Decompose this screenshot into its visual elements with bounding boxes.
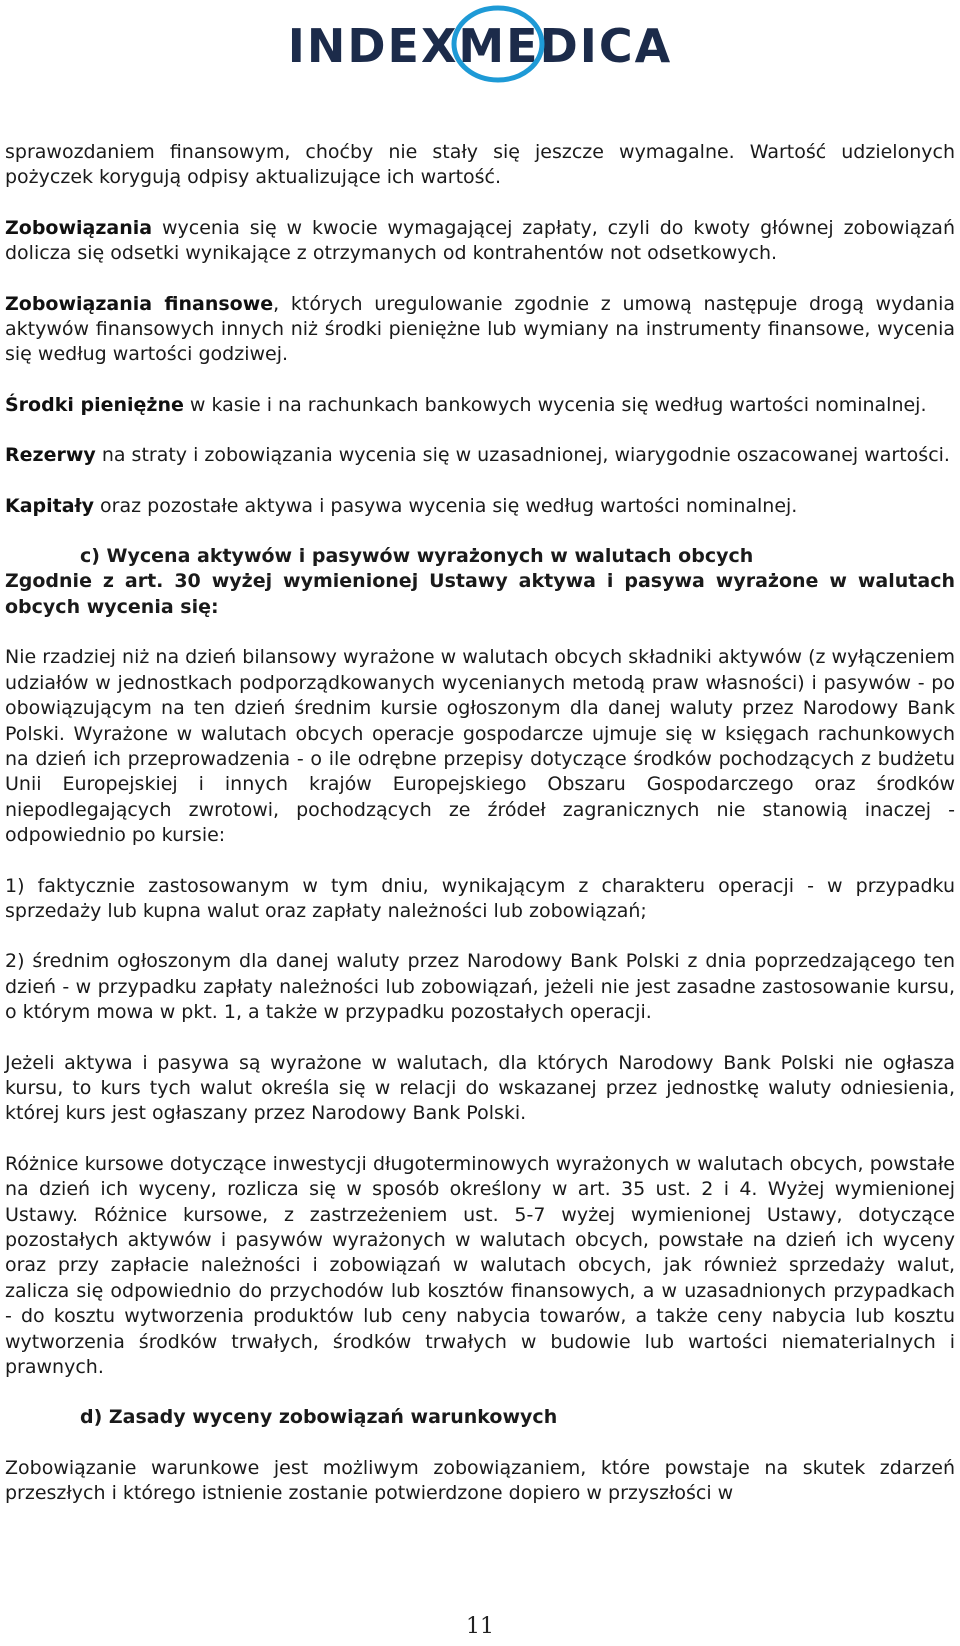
term-capital: Kapitały — [5, 494, 94, 517]
term-financial-liabilities: Zobowiązania finansowe — [5, 292, 274, 315]
section-c-body: Nie rzadziej niż na dzień bilansowy wyrażone w walutach obcych składniki aktywów (z wyłączeniem udziałów w jednostkach podporządkowanych wycenianych metodą praw własności) i pasywów - po obowiązującym na ten dzień średnim kursie ogłoszonym dla danej waluty przez Narodowy Bank Polski. Wyrażone w walutach obcych operacje gospodarcze ujmuje się w księgach rachunkowych na dzień ich przeprowadzenia - o ile odrębne przepisy dotyczące środków pochodzących z budżetu Unii Europejskiej i innych krajów Europejskiego Obszaru Gospodarczego oraz środków niepodlegających zwrotowi, pochodzących ze źródeł zagranicznych nie stanowią inaczej - odpowiednio po kursie: — [5, 646, 955, 847]
paragraph-liabilities: Zobowiązania wycenia się w kwocie wymagającej zapłaty, czyli do kwoty głównej zobowiązań dolicza się odsetki wynikające z otrzymanych od kontrahentów not odsetkowych. — [5, 216, 955, 265]
section-c-intro: Zgodnie z art. 30 wyżej wymienionej Ustawy aktywa i pasywa wyrażone w walutach obcych wycenia się: — [5, 570, 955, 618]
section-c-item-1: 1) faktycznie zastosowanym w tym dniu, wynikającym z charakteru operacji - w przypadku sprzedaży lub kupna walut oraz zapłaty należności lub zobowiązań; — [5, 874, 955, 922]
paragraph-cash: Środki pieniężne w kasie i na rachunkach bankowych wycenia się według wartości nominalnej. — [5, 393, 927, 416]
paragraph-provisions: Rezerwy na straty i zobowiązania wycenia się w uzasadnionej, wiarygodnie oszacowanej wartości. — [5, 444, 950, 467]
section-c-heading: c) Wycena aktywów i pasywów wyrażonych w walutach obcych — [80, 545, 754, 568]
section-d-body: Zobowiązanie warunkowe jest możliwym zobowiązaniem, które powstaje na skutek zdarzeń przeszłych i którego istnienie zostanie potwierdzone dopiero w przyszłości w — [5, 1456, 955, 1505]
term-cash: Środki pieniężne — [5, 393, 184, 416]
section-c-item-2: 2) średnim ogłoszonym dla danej waluty przez Narodowy Bank Polski z dnia poprzedzającego ten dzień - w przypadku zapłaty należności lub zobowiązań, jeżeli nie jest zasadne zastosowanie kursu, o którym mowa w pkt. 1, a także w przypadku pozostałych operacji. — [5, 950, 955, 1024]
indexmedica-logo — [232, 4, 728, 88]
term-provisions: Rezerwy — [5, 444, 96, 467]
term-liabilities: Zobowiązania — [5, 216, 153, 239]
document-body — [5, 140, 955, 1532]
section-c-paragraph-b: Różnice kursowe dotyczące inwestycji długoterminowych wyrażonych w walutach obcych, powstałe na dzień ich wyceny, rozlicza się w sposób określony w art. 35 ust. 2 i 4. Wyżej wymienionej Ustawy. Różnice kursowe, z zastrzeżeniem ust. 5-7 wyżej wymienionej Ustawy, dotyczące pozostałych aktywów i pasywów wyrażonych w walutach obcych, powstałe na dzień ich wyceny oraz przy zapłacie należności i zobowiązań w walutach obcych, jak również sprzedaży walut, zalicza się odpowiednio do przychodów lub kosztów finansowych, a w uzasadnionych przypadkach - do kosztu wytworzenia produktów lub ceny nabycia towarów, a także ceny nabycia lub kosztu wytworzenia środków trwałych, środków trwałych w budowie lub wartości niematerialnych i prawnych. — [5, 1152, 955, 1379]
logo-text: INDEXMEDICA — [287, 19, 673, 73]
section-c-paragraph-a: Jeżeli aktywa i pasywa są wyrażone w walutach, dla których Narodowy Bank Polski nie ogłasza kursu, to kurs tych walut określa się w relacji do wskazanej przez jednostkę waluty odniesienia, której kurs jest ogłaszany przez Narodowy Bank Polski. — [5, 1051, 955, 1125]
paragraph-financial-liabilities: Zobowiązania finansowe, których uregulowanie zgodnie z umową następuje drogą wydania aktywów finansowych innych niż środki pieniężne lub wymiany na instrumenty finansowe, wycenia się według wartości godziwej. — [5, 292, 956, 366]
paragraph-loans: sprawozdaniem finansowym, choćby nie stały się jeszcze wymagalne. Wartość udzielonych pożyczek korygują odpisy aktualizujące ich wartość. — [5, 141, 955, 189]
section-d-heading: d) Zasady wyceny zobowiązań warunkowych — [80, 1406, 558, 1429]
paragraph-capital: Kapitały oraz pozostałe aktywa i pasywa wycenia się według wartości nominalnej. — [5, 494, 798, 517]
page-number: 11 — [466, 1614, 494, 1639]
